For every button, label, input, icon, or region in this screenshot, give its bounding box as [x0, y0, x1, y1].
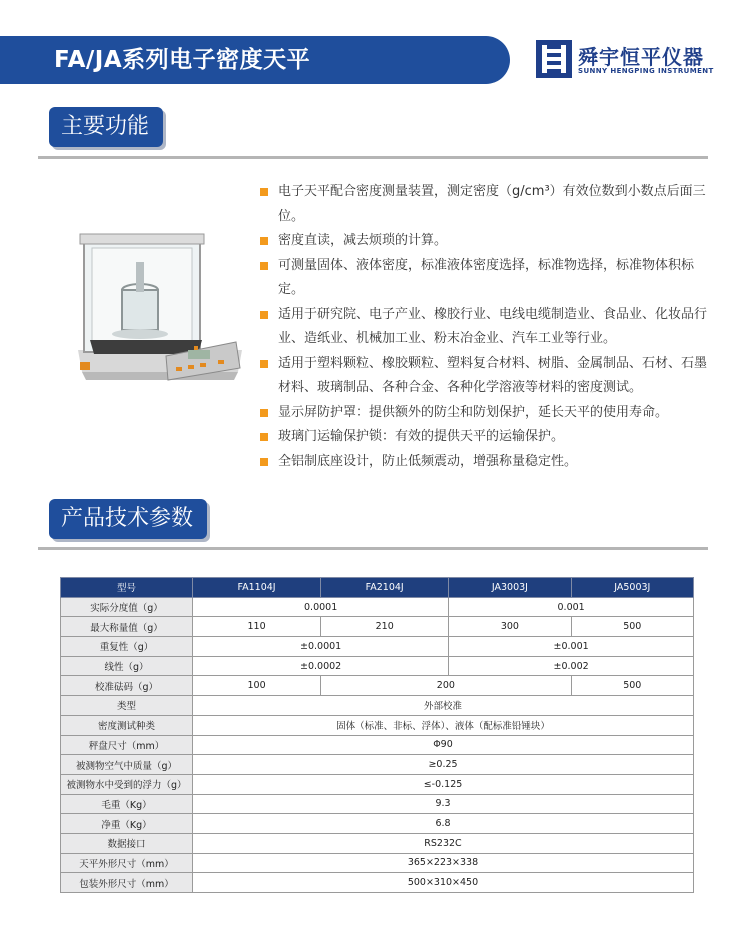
row-label: 数据接口 — [61, 833, 193, 853]
brand-name-en: SUNNY HENGPING INSTRUMENT — [578, 67, 714, 75]
list-item: 密度直读，减去烦琐的计算。 — [260, 229, 710, 254]
table-cell: ±0.002 — [449, 656, 694, 676]
table-cell: 500 — [571, 676, 693, 696]
row-label: 毛重（Kg） — [61, 794, 193, 814]
bullet-icon — [260, 360, 268, 368]
table-cell: ±0.0001 — [193, 637, 449, 657]
table-row — [61, 794, 694, 814]
table-cell: ≤-0.125 — [193, 774, 694, 794]
list-item: 适用于塑料颗粒、橡胶颗粒、塑料复合材料、树脂、金属制品、石材、石墨材料、玻璃制品、各种合金、各种化学溶液等材料的密度测试。 — [260, 352, 710, 401]
bullet-icon — [260, 188, 268, 196]
table-cell: ±0.001 — [449, 637, 694, 657]
row-label: 校准砝码（g） — [61, 676, 193, 696]
table-cell: 固体（标准、非标、浮体）、液体（配标准铅锤块） — [193, 715, 694, 735]
column-header: 型号 — [61, 578, 193, 598]
table-row — [61, 735, 694, 755]
row-label: 最大称量值（g） — [61, 617, 193, 637]
table-cell: Φ90 — [193, 735, 694, 755]
row-label: 秤盘尺寸（mm） — [61, 735, 193, 755]
sunny-logo-icon — [536, 40, 572, 78]
list-item: 电子天平配合密度测量装置，测定密度（g/cm³）有效位数到小数点后面三位。 — [260, 180, 710, 229]
section-title-features: 主要功能 — [49, 107, 163, 147]
bullet-icon — [260, 311, 268, 319]
table-cell: 300 — [449, 617, 571, 637]
table-cell: 100 — [193, 676, 321, 696]
table-header-row — [61, 578, 694, 598]
table-cell: 110 — [193, 617, 321, 637]
column-header: JA3003J — [449, 578, 571, 598]
table-cell: 500 — [571, 617, 693, 637]
list-item: 玻璃门运输保护锁：有效的提供天平的运输保护。 — [260, 425, 710, 450]
table-cell: 6.8 — [193, 814, 694, 834]
row-label: 重复性（g） — [61, 637, 193, 657]
feature-list — [260, 180, 710, 474]
brand — [536, 40, 736, 80]
list-item: 全铝制底座设计，防止低频震动，增强称量稳定性。 — [260, 450, 710, 475]
table-row — [61, 774, 694, 794]
row-label: 净重（Kg） — [61, 814, 193, 834]
column-header: FA2104J — [321, 578, 449, 598]
list-item: 显示屏防护罩：提供额外的防尘和防划保护，延长天平的使用寿命。 — [260, 401, 710, 426]
row-label: 类型 — [61, 696, 193, 716]
table-cell: 200 — [321, 676, 571, 696]
list-item: 可测量固体、液体密度，标准液体密度选择，标准物选择，标准物体积标定。 — [260, 254, 710, 303]
bullet-icon — [260, 409, 268, 417]
table-cell: 9.3 — [193, 794, 694, 814]
section-title-specs: 产品技术参数 — [49, 499, 207, 539]
bullet-icon — [260, 458, 268, 466]
list-item: 适用于研究院、电子产业、橡胶行业、电线电缆制造业、食品业、化妆品行业、造纸业、机械加工业、粉末冶金业、汽车工业等行业。 — [260, 303, 710, 352]
bullet-icon — [260, 237, 268, 245]
bullet-icon — [260, 262, 268, 270]
table-row — [61, 853, 694, 873]
row-label: 被测物水中受到的浮力（g） — [61, 774, 193, 794]
row-label: 包装外形尺寸（mm） — [61, 873, 193, 893]
row-label: 被测物空气中质量（g） — [61, 755, 193, 775]
table-row — [61, 873, 694, 893]
row-label: 线性（g） — [61, 656, 193, 676]
table-row — [61, 656, 694, 676]
table-row — [61, 814, 694, 834]
page-title: FA/JA系列电子密度天平 — [0, 36, 510, 84]
table-cell: 0.001 — [449, 597, 694, 617]
table-cell: 外部校准 — [193, 696, 694, 716]
table-row — [61, 715, 694, 735]
table-cell: 0.0001 — [193, 597, 449, 617]
table-row — [61, 676, 694, 696]
row-label: 天平外形尺寸（mm） — [61, 853, 193, 873]
table-cell: ±0.0002 — [193, 656, 449, 676]
table-cell: 365×223×338 — [193, 853, 694, 873]
section-divider — [38, 156, 708, 159]
bullet-icon — [260, 433, 268, 441]
column-header: JA5003J — [571, 578, 693, 598]
table-cell: RS232C — [193, 833, 694, 853]
table-cell: 500×310×450 — [193, 873, 694, 893]
table-row — [61, 833, 694, 853]
table-row — [61, 696, 694, 716]
row-label: 实际分度值（g） — [61, 597, 193, 617]
table-cell: ≥0.25 — [193, 755, 694, 775]
table-row — [61, 617, 694, 637]
brand-name-cn: 舜宇恒平仪器 — [578, 45, 704, 69]
table-cell: 210 — [321, 617, 449, 637]
table-row — [61, 755, 694, 775]
column-header: FA1104J — [193, 578, 321, 598]
table-row — [61, 597, 694, 617]
density-balance-image — [70, 222, 245, 397]
section-divider — [38, 547, 708, 550]
table-row — [61, 637, 694, 657]
row-label: 密度测试种类 — [61, 715, 193, 735]
spec-table — [60, 577, 694, 893]
